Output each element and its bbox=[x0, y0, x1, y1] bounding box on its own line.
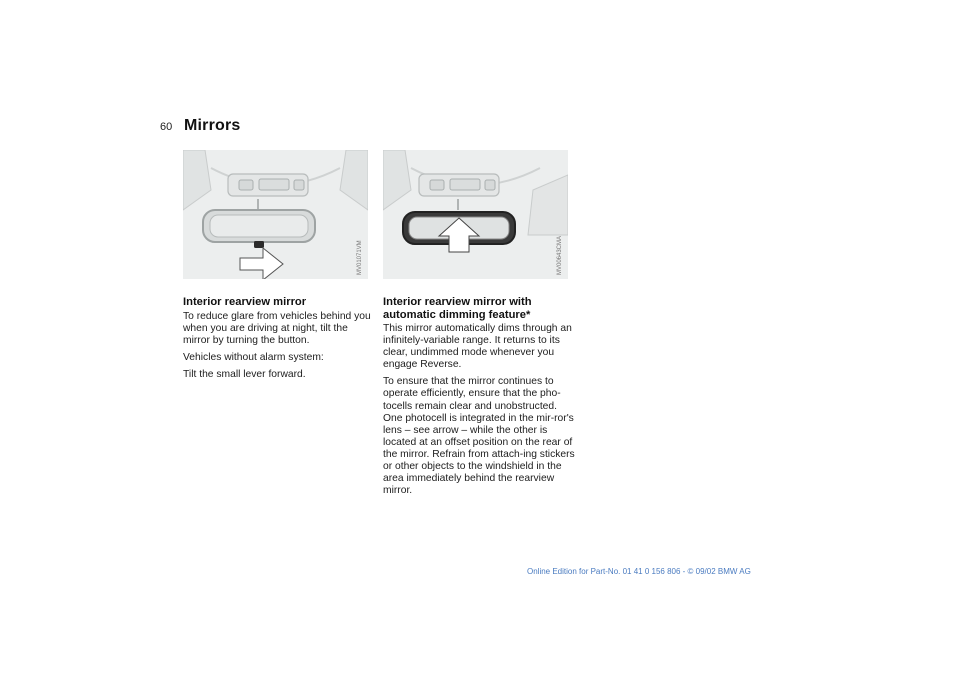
figure-code-right: MV00643CMA bbox=[557, 235, 563, 275]
paragraph: Tilt the small lever forward. bbox=[183, 368, 306, 380]
section-heading-dimming-mirror: Interior rearview mirror with automatic dimming feature* bbox=[383, 296, 532, 321]
figure-code-left: MV01071VM bbox=[357, 240, 363, 275]
page-title: Mirrors bbox=[184, 117, 241, 134]
page-number: 60 bbox=[160, 121, 173, 133]
right-text-column bbox=[383, 296, 578, 502]
paragraph: To reduce glare from vehicles behind you when you are driving at night, tilt the mirror by turning the button. bbox=[183, 310, 371, 346]
paragraph: Vehicles without alarm system: bbox=[183, 351, 324, 363]
left-text-column bbox=[183, 296, 373, 386]
mirror-illustration bbox=[183, 150, 368, 279]
figure-dimming-mirror bbox=[383, 150, 568, 279]
paragraph: This mirror automatically dims through an infinitely-variable range. It returns to its clear, undimmed mode whenever you engage Reverse. bbox=[383, 323, 572, 371]
dimming-mirror-illustration bbox=[383, 150, 568, 279]
footer-edition-note: Online Edition for Part-No. 01 41 0 156 806 - © 09/02 BMW AG bbox=[527, 567, 751, 576]
figure-interior-mirror bbox=[183, 150, 368, 279]
section-heading-interior-mirror: Interior rearview mirror bbox=[183, 296, 307, 308]
paragraph: To ensure that the mirror continues to operate efficiently, ensure that the pho-tocells remain clear and unobstructed. One photocell is integrated in the mir-ror's lens – see arrow – while the other is located at an offset position on the rear of the mirror. Refrain from attach-ing stickers or other objects to the windshield in the area immediately behind the rearview mirror. bbox=[383, 376, 575, 497]
